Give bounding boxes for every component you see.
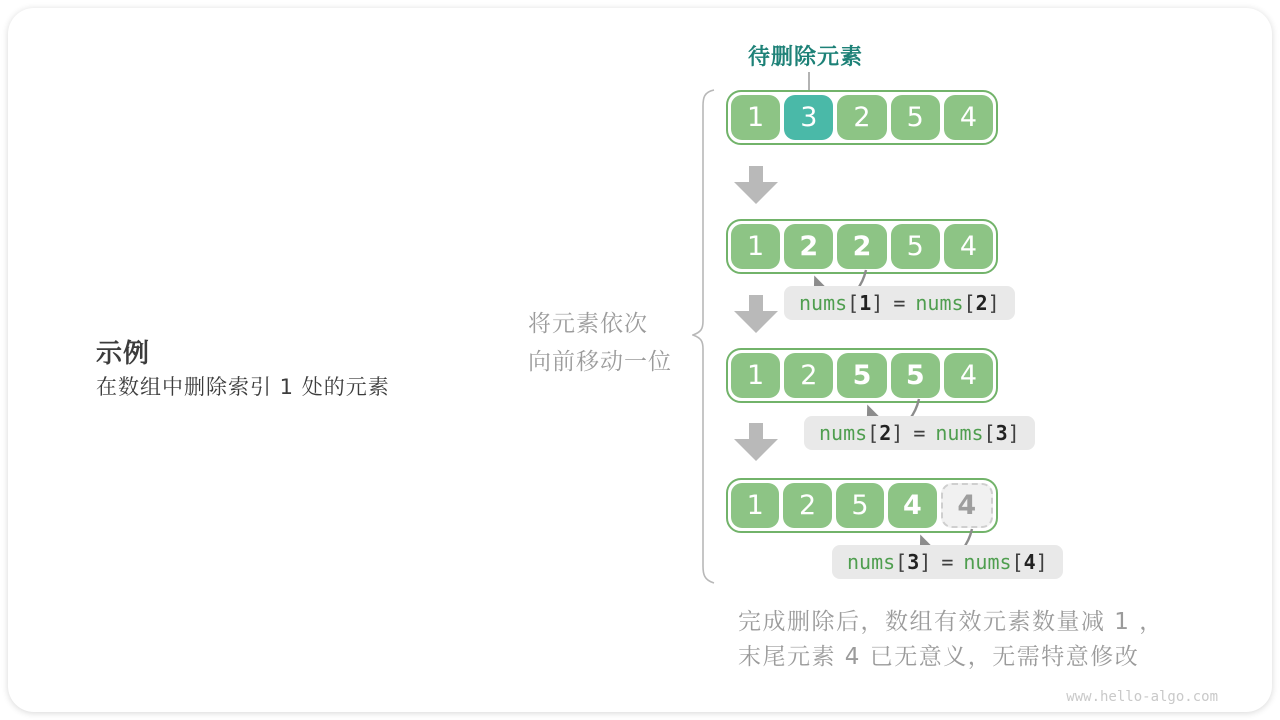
code-token: = <box>913 421 926 445</box>
array-cell: 1 <box>731 353 780 398</box>
array-row-initial <box>726 90 998 145</box>
array-cell-moved: 4 <box>888 483 936 528</box>
array-cell: 5 <box>891 224 940 269</box>
code-token: = <box>893 291 906 315</box>
array-cell: 1 <box>731 95 780 140</box>
code-token: 2 <box>879 421 892 445</box>
array-cell-moved: 2 <box>784 224 833 269</box>
code-token: 3 <box>995 421 1008 445</box>
code-token: [ <box>963 291 976 315</box>
code-token: [ <box>867 421 880 445</box>
array-cell: 2 <box>837 95 886 140</box>
code-token: ] <box>919 550 932 574</box>
footer-note-line2: 末尾元素 4 已无意义，无需特意修改 <box>738 644 1140 670</box>
array-cell-stale: 4 <box>941 483 993 528</box>
code-token: ] <box>1035 550 1048 574</box>
array-cell: 5 <box>891 95 940 140</box>
code-token: nums <box>935 421 984 445</box>
code-token: ] <box>871 291 884 315</box>
array-cell: 4 <box>944 353 993 398</box>
array-cell: 4 <box>944 95 993 140</box>
code-token: ] <box>1007 421 1020 445</box>
assignment-code <box>804 416 1035 450</box>
array-cell: 4 <box>944 224 993 269</box>
array-cell: 2 <box>783 483 831 528</box>
code-token: nums <box>915 291 964 315</box>
array-cell: 1 <box>731 483 779 528</box>
down-arrow-icon <box>734 166 778 204</box>
watermark: www.hello-algo.com <box>1066 689 1218 705</box>
code-token: ] <box>987 291 1000 315</box>
example-title: 示例 <box>96 339 151 369</box>
code-token: [ <box>1011 550 1024 574</box>
array-cell: 5 <box>836 483 884 528</box>
diagram-card <box>8 8 1272 712</box>
code-token: 1 <box>859 291 872 315</box>
assignment-code <box>784 286 1015 320</box>
example-description: 在数组中删除索引 1 处的元素 <box>96 375 390 399</box>
footer-note <box>738 605 1164 675</box>
down-arrow-icon <box>734 295 778 333</box>
footer-note-line1: 完成删除后，数组有效元素数量减 1 ， <box>738 609 1164 635</box>
code-token: 4 <box>1023 550 1036 574</box>
shift-note <box>528 305 688 381</box>
assignment-code <box>832 545 1063 579</box>
code-token: nums <box>963 550 1012 574</box>
array-cell-delete-target: 3 <box>784 95 833 140</box>
array-cell-source: 5 <box>891 353 940 398</box>
code-token: nums <box>847 550 896 574</box>
code-token: ] <box>891 421 904 445</box>
code-token: nums <box>819 421 868 445</box>
shift-note-line1: 将元素依次 <box>528 311 648 337</box>
brace-icon <box>692 88 716 585</box>
down-arrow-icon <box>734 423 778 461</box>
array-cell-moved: 5 <box>837 353 886 398</box>
array-cell: 2 <box>784 353 833 398</box>
code-token: 3 <box>907 550 920 574</box>
code-token: = <box>941 550 954 574</box>
delete-target-label: 待删除元素 <box>748 45 864 70</box>
code-token: [ <box>895 550 908 574</box>
code-token: [ <box>847 291 860 315</box>
code-token: 2 <box>975 291 988 315</box>
code-token: [ <box>983 421 996 445</box>
array-cell: 1 <box>731 224 780 269</box>
array-cell-source: 2 <box>837 224 886 269</box>
shift-note-line2: 向前移动一位 <box>528 349 672 375</box>
code-token: nums <box>799 291 848 315</box>
